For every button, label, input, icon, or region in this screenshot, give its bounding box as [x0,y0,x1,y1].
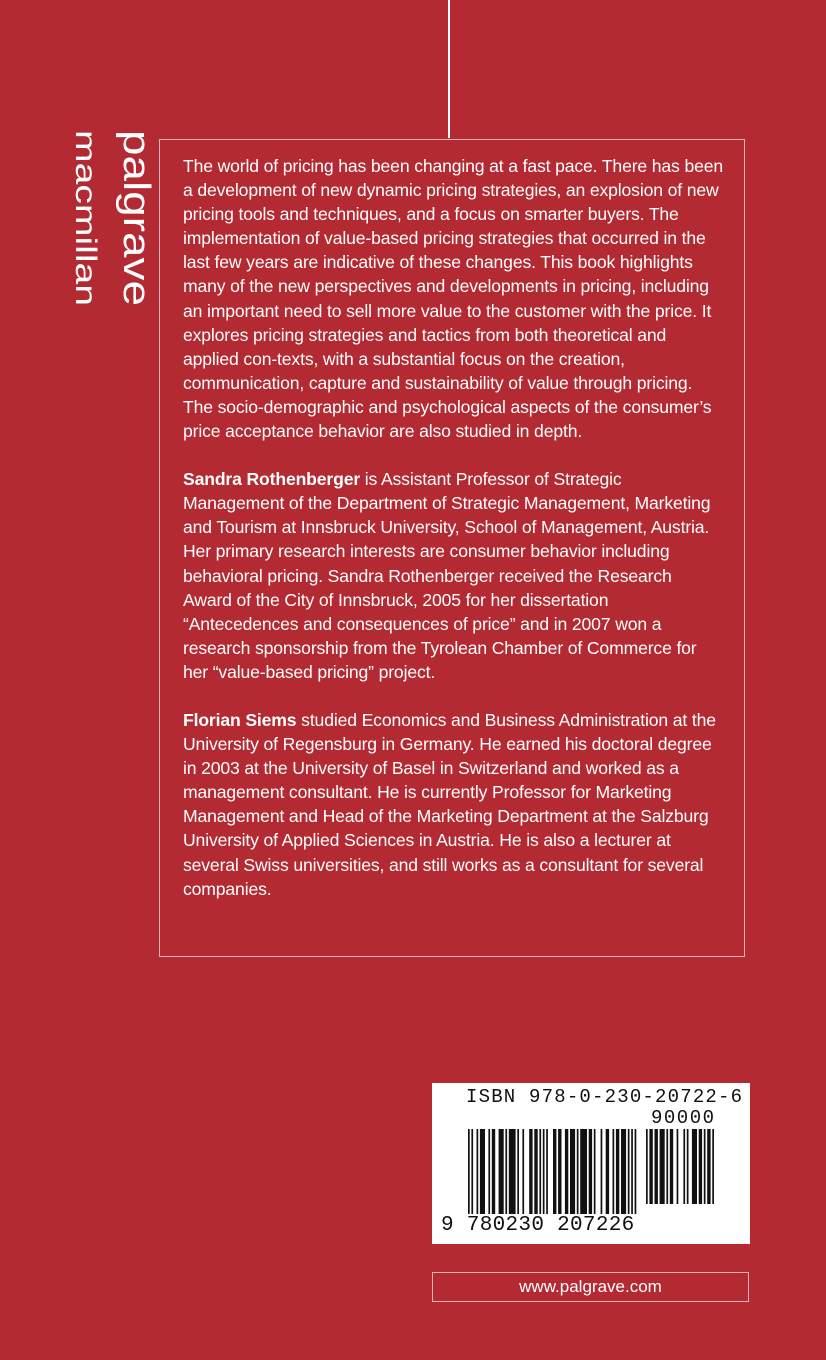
back-cover-blurb [159,139,745,957]
barcode-bar [631,1129,633,1227]
barcode-bar [712,1129,714,1204]
barcode-bar [687,1129,689,1204]
isbn-label: ISBN 978-0-230-20722-6 [466,1086,744,1108]
barcode-bar [699,1129,702,1204]
barcode-bar [580,1129,587,1227]
top-divider-line [448,0,450,138]
barcode-bar [499,1129,504,1227]
barcode-bar [529,1129,532,1227]
barcode-bar [471,1129,473,1227]
publisher-website[interactable]: www.palgrave.com [432,1272,749,1302]
barcode-bar [707,1129,710,1204]
barcode-bar [477,1129,479,1227]
barcode-bar [558,1129,561,1227]
barcode-bar [677,1129,679,1204]
barcode-bar [517,1129,519,1227]
barcode-bar [621,1129,626,1227]
ean-barcode-bars [468,1129,634,1227]
barcode-bar [546,1129,548,1227]
barcode-bar [683,1129,685,1204]
book-description: The world of pricing has been changing at a fast pace. There has been a development of new dynamic pricing strategies, an explosion of new pricing tools and techniques, and a focus on smarter buyers. The implementation of value-based pricing strategies that occurred in the last few years are indicative of these changes. This book highlights many of the new perspectives and developments in pricing, including an important need to sell more value to the customer with the price. It explores pricing strategies and tactics from both theoretical and applied con-texts, with a substantial focus on the creation, communication, capture and sustainability of value through pricing. The socio-demographic and psychological aspects of the consumer’s price acceptance behavior are also studied in depth. [183,156,723,442]
barcode-bar [480,1129,485,1227]
barcode-bar [704,1129,706,1204]
barcode-bar [589,1129,592,1227]
barcode-bar [488,1129,490,1227]
author-name-2: Florian Siems [183,709,297,730]
barcode-bar [646,1129,648,1204]
barcode-bar [670,1129,673,1204]
barcode-bar [539,1129,541,1227]
author-bio-text-2: studied Economics and Business Administration at the University of Regensburg in Germany. He earned his doctoral degree in 2003 at the University of Basel in Switzerland and worked as a management consultant. He is currently Professor for Marketing Management and Head of the Marketing Department at the Salzburg University of Applied Sciences in Austria. He is also a lecturer at several Swiss universities, and still works as a consultant for several companies. [183,709,716,899]
barcode-bar [692,1129,697,1204]
barcode-bar [565,1129,568,1227]
author-bio-1 [183,467,724,684]
barcode-bar [616,1129,619,1227]
barcode-bar [606,1129,609,1227]
author-bio-text-1: is Assistant Professor of Strategic Management of the Department of Strategic Management, Marketing and Tourism at Innsbruck University, School of Management, Austria. Her primary research interests are consumer behavior including behavioral pricing. Sandra Rothenberger received the Research Award of the City of Innsbruck, 2005 for her dissertation “Antecedences and consequences of price” and in 2007 won a research sponsorship from the Tyrolean Chamber of Commerce for her “value-based pricing” project. [183,469,711,682]
barcode-bar [655,1129,658,1204]
barcode-bar [635,1129,637,1227]
barcode-bar [649,1129,652,1204]
publisher-name-line1: palgrave [115,130,157,276]
barcode-bar [553,1129,556,1227]
barcode-bar [570,1129,575,1227]
isbn-barcode [432,1083,750,1244]
barcode-bar [543,1129,545,1227]
barcode-bar [509,1129,516,1227]
addon-barcode-bars [646,1129,726,1204]
barcode-bar [534,1129,537,1227]
barcode-bar [522,1129,524,1227]
barcode-bar [613,1129,615,1227]
publisher-logo [48,128,157,318]
barcode-bar [628,1129,630,1227]
author-bio-2 [183,708,724,901]
price-addon-label: 90000 [651,1107,716,1129]
barcode-bar [468,1129,470,1227]
barcode-bar [660,1129,665,1204]
barcode-bar [594,1129,596,1227]
barcode-bar [577,1129,579,1227]
barcode-bar [492,1129,495,1227]
barcode-bar [666,1129,668,1204]
barcode-bar [505,1129,507,1227]
barcode-bar [601,1129,603,1227]
author-name-1: Sandra Rothenberger [183,469,361,490]
ean-digits: 9 780230 207226 [441,1214,639,1237]
publisher-name-line2: macmillan [69,130,102,266]
